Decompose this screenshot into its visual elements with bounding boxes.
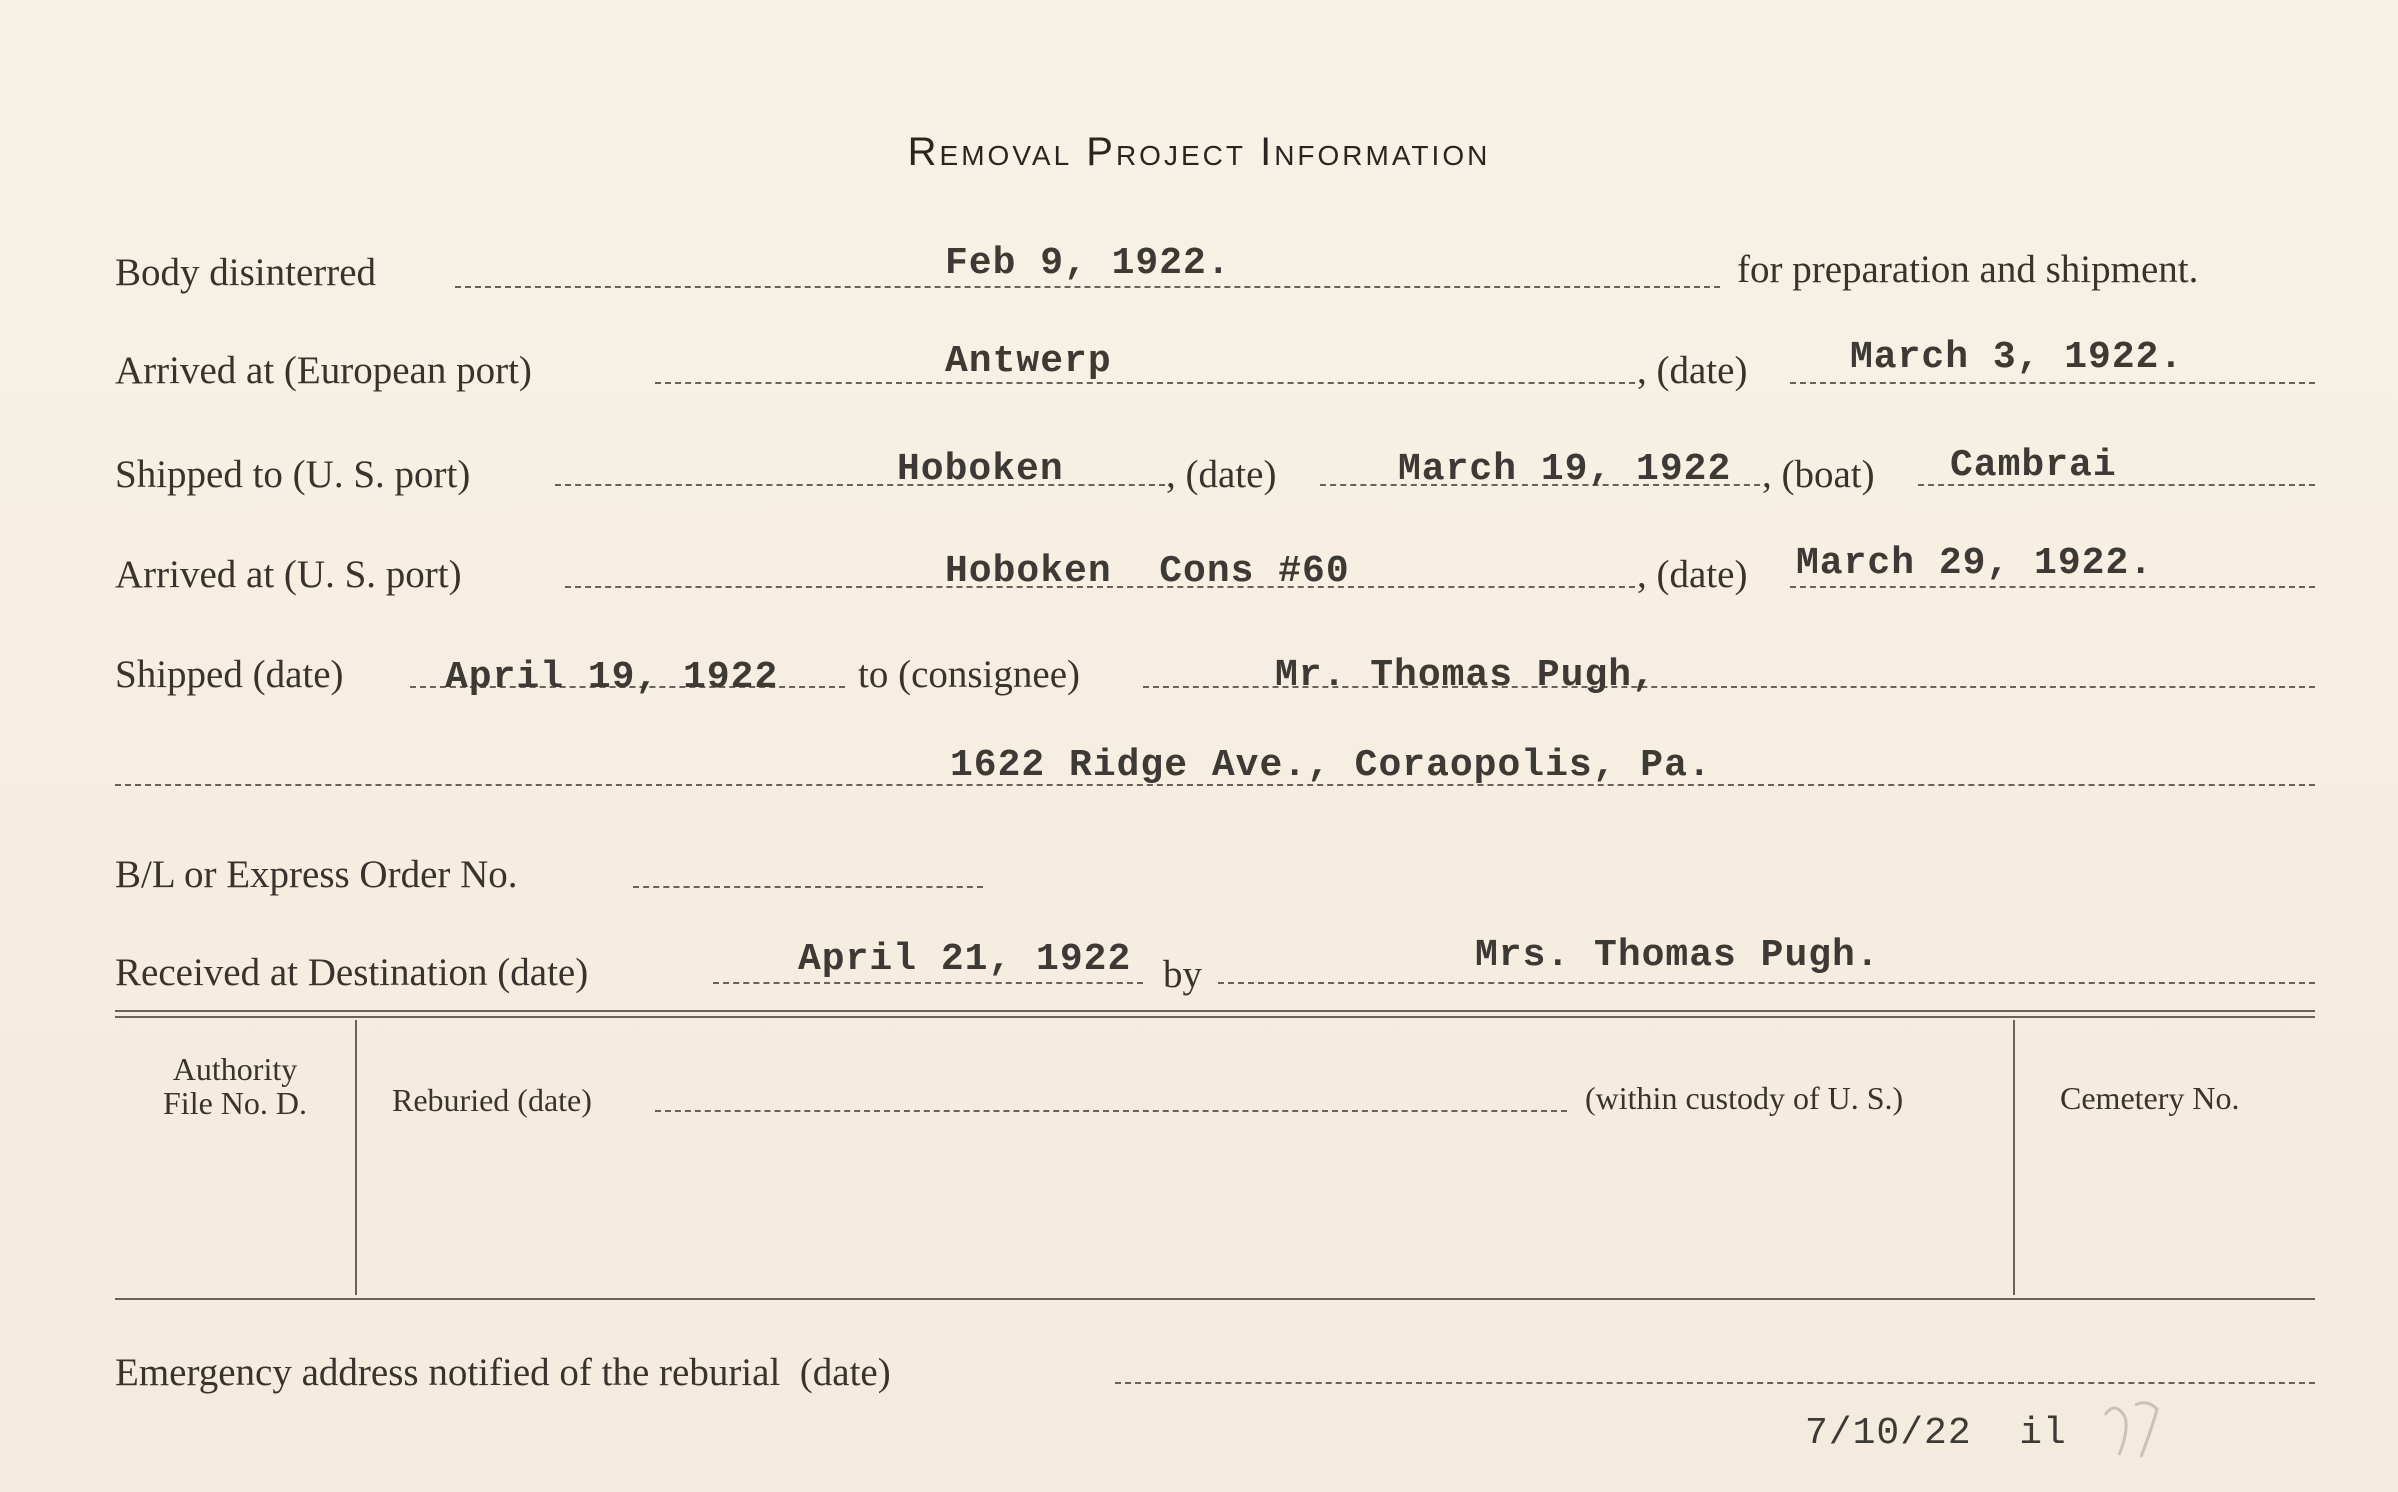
arrived-european-label: Arrived at (European port)	[115, 349, 532, 392]
shipped-date-value: April 19, 1922	[445, 656, 779, 699]
arrived-european-date-label: , (date)	[1637, 349, 1748, 392]
shipped-us-date-label: , (date)	[1166, 453, 1277, 496]
disinterred-suffix: for preparation and shipment.	[1737, 248, 2199, 291]
shipped-us-boat-value: Cambrai	[1950, 444, 2117, 487]
box-divider-left	[355, 1020, 357, 1295]
reburied-line	[655, 1110, 1567, 1112]
received-by-label: by	[1163, 953, 1202, 996]
disinterred-line	[455, 286, 1720, 288]
box-bottom-rule	[115, 1298, 2315, 1300]
arrived-us-date-value: March 29, 1922.	[1796, 542, 2154, 585]
bl-label: B/L or Express Order No.	[115, 853, 518, 896]
arrived-us-date-label: , (date)	[1637, 553, 1748, 596]
received-by-line	[1218, 982, 2315, 984]
arrived-us-date-line	[1790, 586, 2315, 588]
emergency-label: Emergency address notified of the reburial (date)	[115, 1351, 891, 1394]
bl-line	[633, 886, 983, 888]
received-line	[713, 982, 1143, 984]
cemetery-label: Cemetery No.	[2060, 1080, 2240, 1116]
consignee-label: to (consignee)	[858, 653, 1081, 696]
address-value: 1622 Ridge Ave., Coraopolis, Pa.	[950, 744, 1712, 787]
box-top-rule-2	[115, 1016, 2315, 1018]
arrived-european-line	[655, 382, 1635, 384]
arrived-european-date-line	[1790, 382, 2315, 384]
handwritten-initial-mark	[2095, 1395, 2175, 1465]
shipped-us-line	[555, 484, 1165, 486]
consignee-value: Mr. Thomas Pugh,	[1275, 654, 1656, 697]
authority-line2: File No. D.	[163, 1085, 307, 1121]
arrived-us-value: Hoboken Cons #60	[945, 550, 1350, 593]
received-label: Received at Destination (date)	[115, 951, 589, 994]
reburied-label: Reburied (date)	[392, 1082, 592, 1118]
received-value: April 21, 1922	[798, 938, 1132, 981]
disinterred-label: Body disinterred	[115, 251, 377, 294]
footer-stamp: 7/10/22 il	[1805, 1412, 2067, 1455]
authority-label	[120, 1052, 350, 1120]
shipped-us-value: Hoboken	[897, 448, 1064, 491]
custody-label: (within custody of U. S.)	[1585, 1080, 1904, 1116]
shipped-date-label: Shipped (date)	[115, 653, 344, 696]
arrived-us-label: Arrived at (U. S. port)	[115, 553, 462, 596]
card-title: Removal Project Information	[907, 130, 1491, 174]
shipped-us-label: Shipped to (U. S. port)	[115, 453, 471, 496]
arrived-european-date-value: March 3, 1922.	[1850, 336, 2184, 379]
emergency-line	[1115, 1382, 2315, 1384]
box-divider-right	[2013, 1020, 2015, 1295]
shipped-us-date-value: March 19, 1922	[1398, 448, 1732, 491]
arrived-european-value: Antwerp	[945, 340, 1112, 383]
shipped-us-boat-label: , (boat)	[1762, 453, 1875, 496]
box-top-rule-1	[115, 1010, 2315, 1012]
received-by-value: Mrs. Thomas Pugh.	[1475, 934, 1880, 977]
authority-line1: Authority	[172, 1051, 298, 1087]
disinterred-value: Feb 9, 1922.	[945, 242, 1231, 285]
